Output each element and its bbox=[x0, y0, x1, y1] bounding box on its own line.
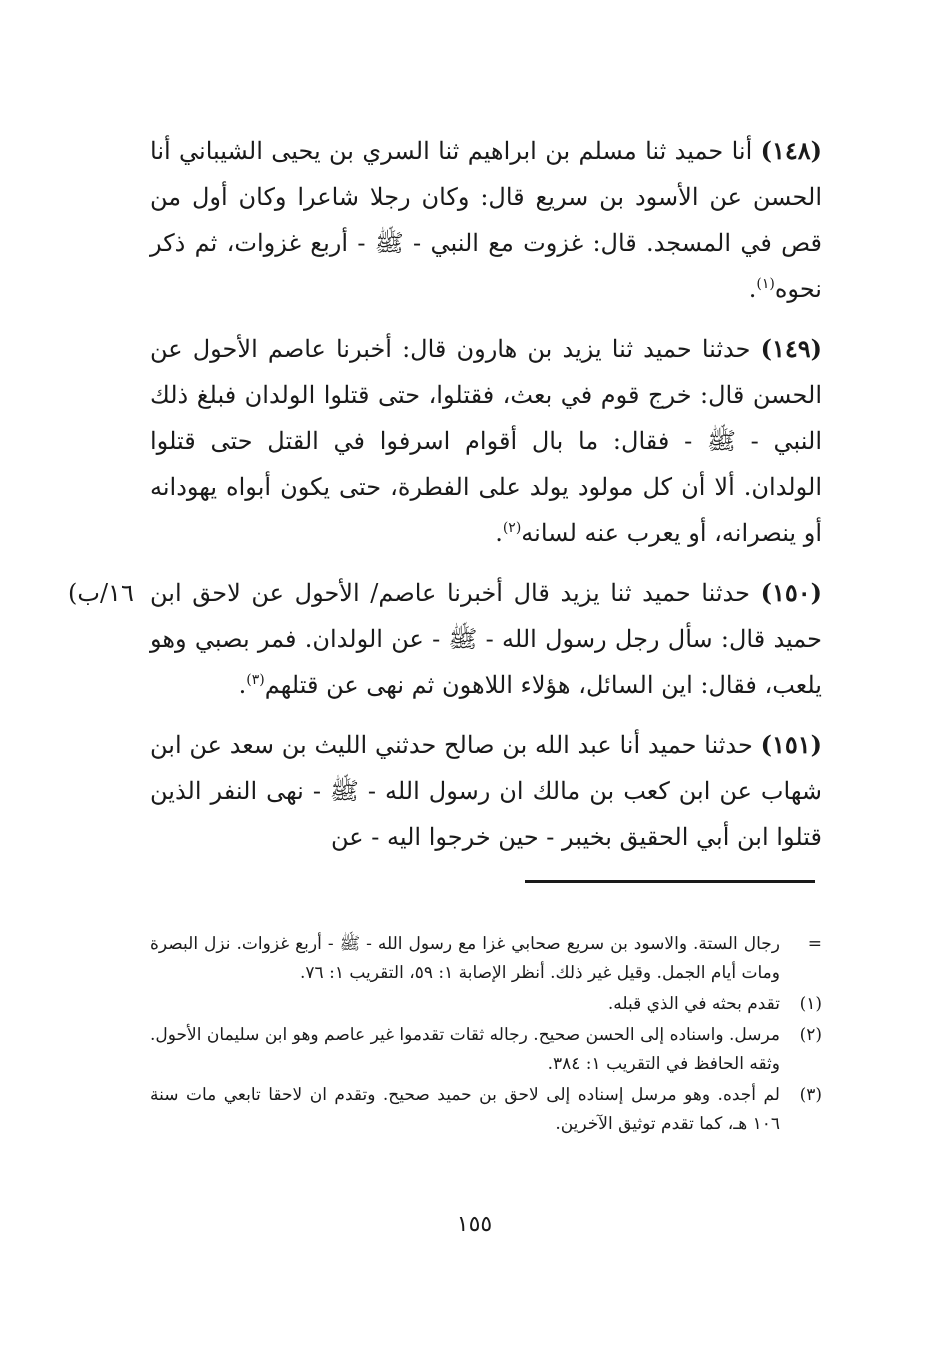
hadith-149 bbox=[150, 326, 822, 556]
hadith-148 bbox=[150, 128, 822, 312]
footnote-ref: (٢) bbox=[502, 520, 522, 536]
hadith-end: . bbox=[748, 275, 757, 303]
hadith-number: (١٥١) bbox=[760, 730, 822, 759]
hadith-number: (١٤٩) bbox=[760, 334, 822, 363]
footnote-1 bbox=[150, 990, 822, 1019]
page-number: ١٥٥ bbox=[456, 1212, 493, 1237]
manuscript-folio-marker: ١٦/ب) bbox=[68, 579, 134, 607]
hadith-text: حدثنا حميد أنا عبد الله بن صالح حدثني الليث بن سعد عن ابن شهاب عن ابن كعب بن مالك ان رسول الله - ﷺ - نهى النفر الذين قتلوا ابن أبي الحقيق بخيبر - حين خرجوا اليه - عن bbox=[150, 731, 822, 851]
main-text bbox=[68, 128, 822, 874]
footnote-3 bbox=[150, 1081, 822, 1139]
footnote-marker: (١) bbox=[799, 994, 822, 1014]
footnote-ref: (١) bbox=[756, 276, 775, 292]
hadith-151 bbox=[150, 722, 822, 860]
hadith-text: حدثنا حميد ثنا يزيد قال أخبرنا عاصم/ الأحول عن لاحق ابن حميد قال: سأل رجل رسول الله - ﷺ - عن الولدان. فمر بصبي وهو يلعب، فقال: اين السائل، هؤلاء اللاهون ثم نهى عن قتلهم bbox=[150, 579, 822, 699]
hadith-end: . bbox=[238, 671, 247, 699]
footnote-text: مرسل. واسناده إلى الحسن صحيح. رجاله ثقات تقدموا غير عاصم وهو ابن سليمان الأحول. وثقه الحافظ في التقريب ١: ٣٨٤. bbox=[150, 1025, 780, 1074]
footnotes bbox=[150, 930, 822, 1141]
footnote-divider bbox=[525, 880, 815, 883]
footnote-text: لم أجده. وهو مرسل إسناده إلى لاحق بن حميد صحيح. وتقدم ان لاحقا تابعي مات سنة ١٠٦ هـ، كما تقدم توثيق الآخرين. bbox=[150, 1085, 780, 1134]
hadith-end: . bbox=[495, 519, 503, 547]
hadith-number: (١٤٨) bbox=[760, 136, 822, 165]
footnote-2 bbox=[150, 1021, 822, 1079]
hadith-text: أنا حميد ثنا مسلم بن ابراهيم ثنا السري بن يحيى الشيباني أنا الحسن عن الأسود بن سريع قال: وكان رجلا شاعرا وكان أول من قص في المسجد. قال: غزوت مع النبي - ﷺ - أربع غزوات، ثم ذكر نحوه bbox=[150, 137, 822, 303]
footnote-marker: (٣) bbox=[799, 1085, 822, 1105]
footnote-continuation bbox=[150, 930, 822, 988]
hadith-text: حدثنا حميد ثنا يزيد بن هارون قال: أخبرنا عاصم الأحول عن الحسن قال: خرج قوم في بعث، فقتلوا، حتى قتلوا الولدان فبلغ ذلك النبي - ﷺ - فقال: ما بال أقوام اسرفوا في القتل حتى قتلوا الولدان. ألا أن كل مولود يولد على الفطرة، حتى يكون أبواه يهودانه أو ينصرانه، أو يعرب عنه لسانه bbox=[150, 335, 822, 547]
footnote-text: تقدم بحثه في الذي قبله. bbox=[607, 994, 780, 1014]
hadith-150 bbox=[68, 570, 822, 708]
footnote-marker: = bbox=[807, 934, 822, 954]
footnote-marker: (٢) bbox=[799, 1025, 822, 1045]
footnote-text: رجال الستة. والاسود بن سريع صحابي غزا مع رسول الله - ﷺ - أربع غزوات. نزل البصرة ومات أيام الجمل. وقيل غير ذلك. أنظر الإصابة ١: ٥٩، التقريب ١: ٧٦. bbox=[150, 934, 780, 983]
footnote-ref: (٣) bbox=[246, 672, 265, 688]
hadith-number: (١٥٠) bbox=[760, 578, 822, 607]
